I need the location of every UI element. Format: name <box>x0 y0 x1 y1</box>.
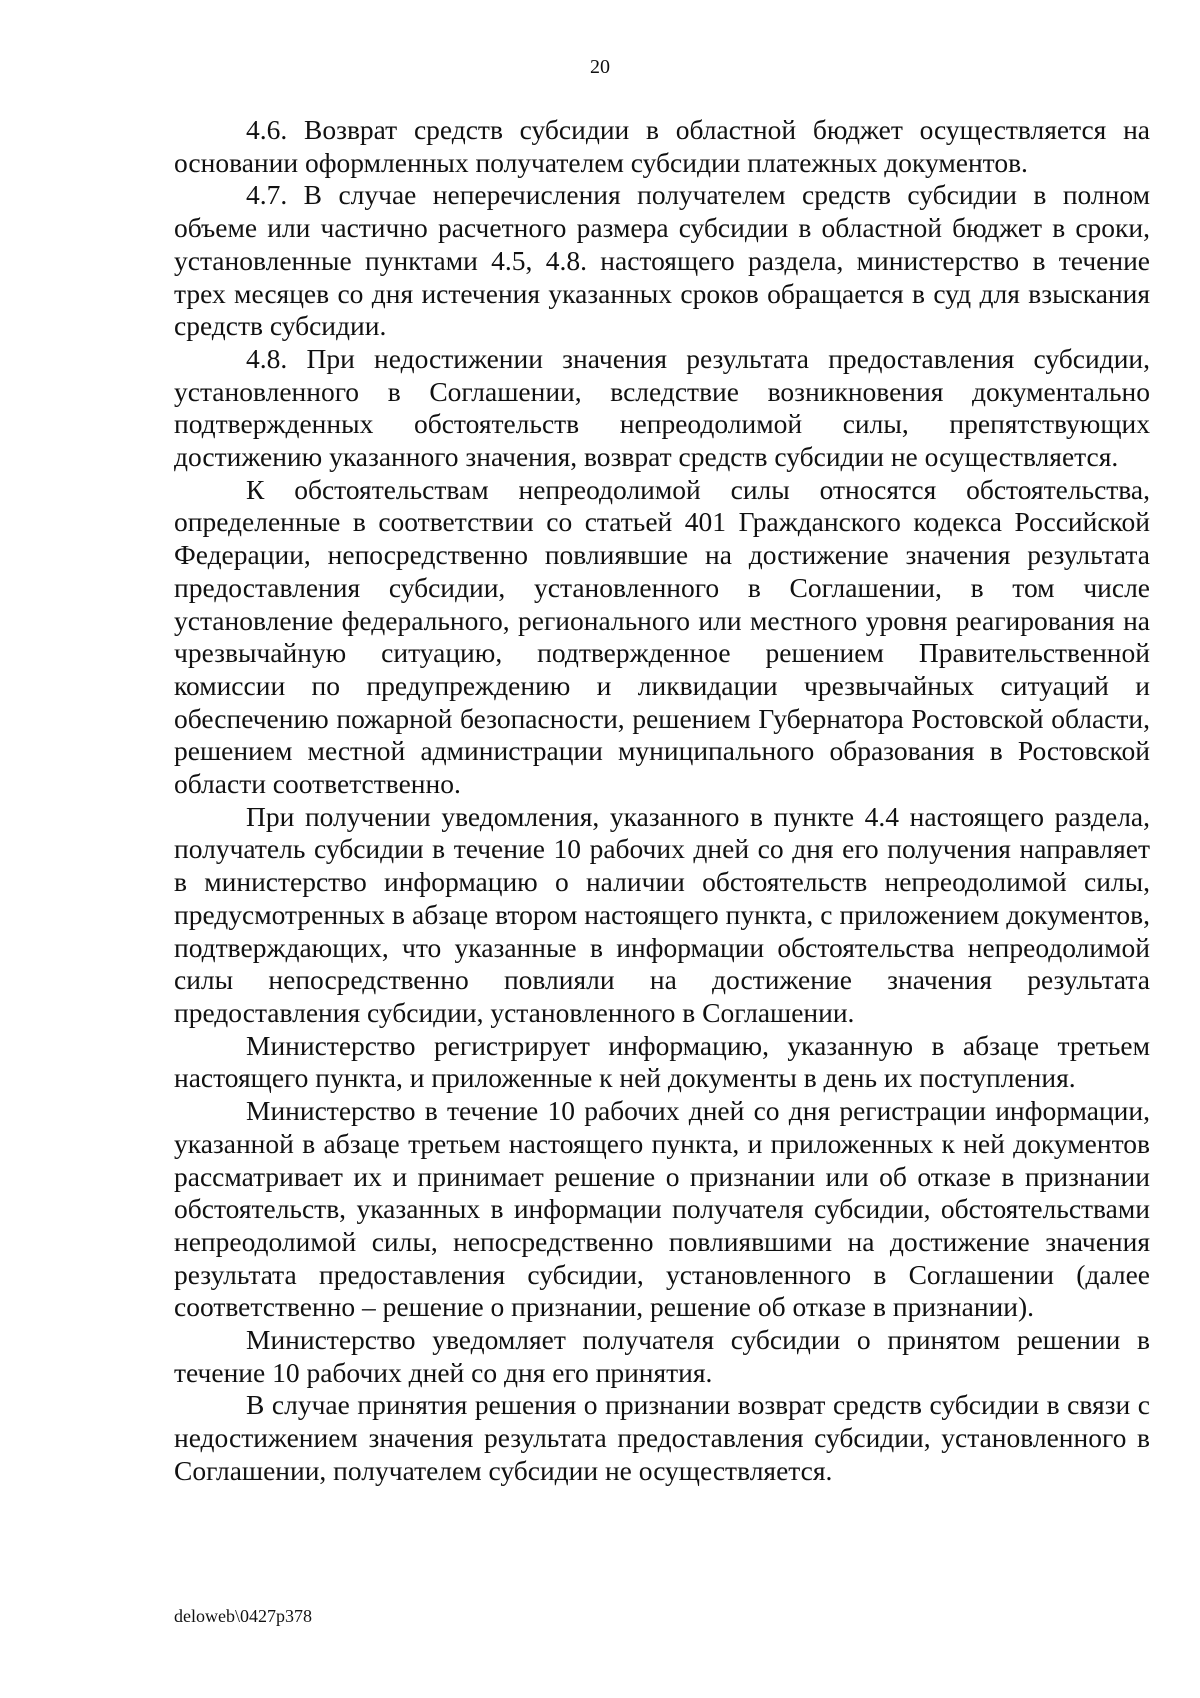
document-footer-code: deloweb\0427p378 <box>174 1606 312 1626</box>
page-number: 20 <box>590 56 610 78</box>
paragraph-review-decision: Министерство в течение 10 рабочих дней со дня регистрации информации, указанной в абзаце третьем настоящего пункта, и приложенных к ней документов рассматривает их и принимает решение о признании или об отказе в признании обстоятельств, указанных в информации получателя субсидии, обстоятельствами непреодолимой силы, непосредственно повлиявшими на достижение значения результата предоставления субсидии, установленного в Соглашении (далее соответственно – решение о признании, решение об отказе в признании). <box>174 1095 1150 1323</box>
paragraph-registration: Министерство регистрирует информацию, указанную в абзаце третьем настоящего пункта, и приложенные к ней документы в день их поступления. <box>174 1029 1150 1094</box>
paragraph-4-7: 4.7. В случае неперечисления получателем средств субсидии в полном объеме или частично расчетного размера субсидии в областной бюджет в сроки, установленные пунктами 4.5, 4.8. настоящего раздела, министерство в течение трех месяцев со дня истечения указанных сроков обращается в суд для взыскания средств субсидии. <box>174 179 1150 342</box>
paragraph-4-8: 4.8. При недостижении значения результата предоставления субсидии, установленного в Соглашении, вследствие возникновения документально подтвержденных обстоятельств непреодолимой силы, препятствующих достижению указанного значения, возврат средств субсидии не осуществляется. <box>174 342 1150 473</box>
paragraph-no-refund: В случае принятия решения о признании возврат средств субсидии в связи с недостижением значения результата предоставления субсидии, установленного в Соглашении, получателем субсидии не осуществляется. <box>174 1389 1150 1486</box>
document-body <box>174 114 1150 1488</box>
paragraph-notification-of-decision: Министерство уведомляет получателя субсидии о принятом решении в течение 10 рабочих дней со дня его принятия. <box>174 1324 1150 1388</box>
paragraph-force-majeure-definition: К обстоятельствам непреодолимой силы относятся обстоятельства, определенные в соответствии со статьей 401 Гражданского кодекса Российской Федерации, непосредственно повлиявшие на достижение значения результата предоставления субсидии, установленного в Соглашении, в том числе установление федерального, регионального или местного уровня реагирования на чрезвычайную ситуацию, подтвержденное решением Правительственной комиссии по предупреждению и ликвидации чрезвычайных ситуаций и обеспечению пожарной безопасности, решением Губернатора Ростовской области, решением местной администрации муниципального образования в Ростовской области соответственно. <box>174 473 1150 800</box>
paragraph-4-6: 4.6. Возврат средств субсидии в областной бюджет осуществляется на основании оформленных получателем субсидии платежных документов. <box>174 114 1150 178</box>
paragraph-notification-procedure: При получении уведомления, указанного в пункте 4.4 настоящего раздела, получатель субсидии в течение 10 рабочих дней со дня его получения направляет в министерство информацию о наличии обстоятельств непреодолимой силы, предусмотренных в абзаце втором настоящего пункта, с приложением документов, подтверждающих, что указанные в информации обстоятельства непреодолимой силы непосредственно повлияли на достижение значения результата предоставления субсидии, установленного в Соглашении. <box>174 800 1150 1028</box>
